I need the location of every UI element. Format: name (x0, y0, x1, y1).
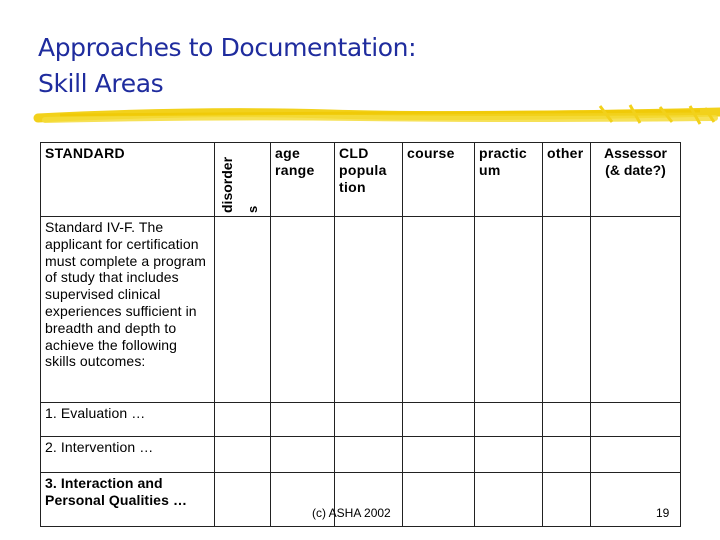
slide-title-line-1: Approaches to Documentation: (38, 33, 417, 62)
evaluation-cell: 1. Evaluation … (41, 403, 215, 437)
skill-areas-table (40, 142, 681, 527)
header-cld-population: CLD popula tion (335, 143, 403, 217)
table-header-row (41, 143, 681, 217)
interaction-cell: 3. Interaction and Personal Qualities … (41, 473, 215, 527)
slide-title-line-2: Skill Areas (38, 69, 164, 98)
header-disorders (215, 143, 271, 217)
header-disorders-label: disorder (219, 156, 235, 213)
header-assessor: Assessor (& date?) (591, 143, 681, 217)
header-course: course (403, 143, 475, 217)
header-age-range: age range (271, 143, 335, 217)
footer-page-number: 19 (656, 506, 670, 520)
table-row (41, 437, 681, 473)
table-row (41, 217, 681, 403)
slide-title (38, 30, 416, 102)
standard-iv-f-cell: Standard IV-F. The applicant for certification must complete a program of study that includes supervised clinical experiences sufficient in breadth and depth to achieve the following skills outcomes: (41, 217, 215, 403)
highlighter-underline (0, 98, 720, 134)
header-other: other (543, 143, 591, 217)
header-standard: STANDARD (41, 143, 215, 217)
header-practicum: practic um (475, 143, 543, 217)
table-row (41, 403, 681, 437)
footer-copyright: (c) ASHA 2002 (312, 506, 391, 520)
intervention-cell: 2. Intervention … (41, 437, 215, 473)
header-disorders-tail: s (245, 205, 260, 213)
